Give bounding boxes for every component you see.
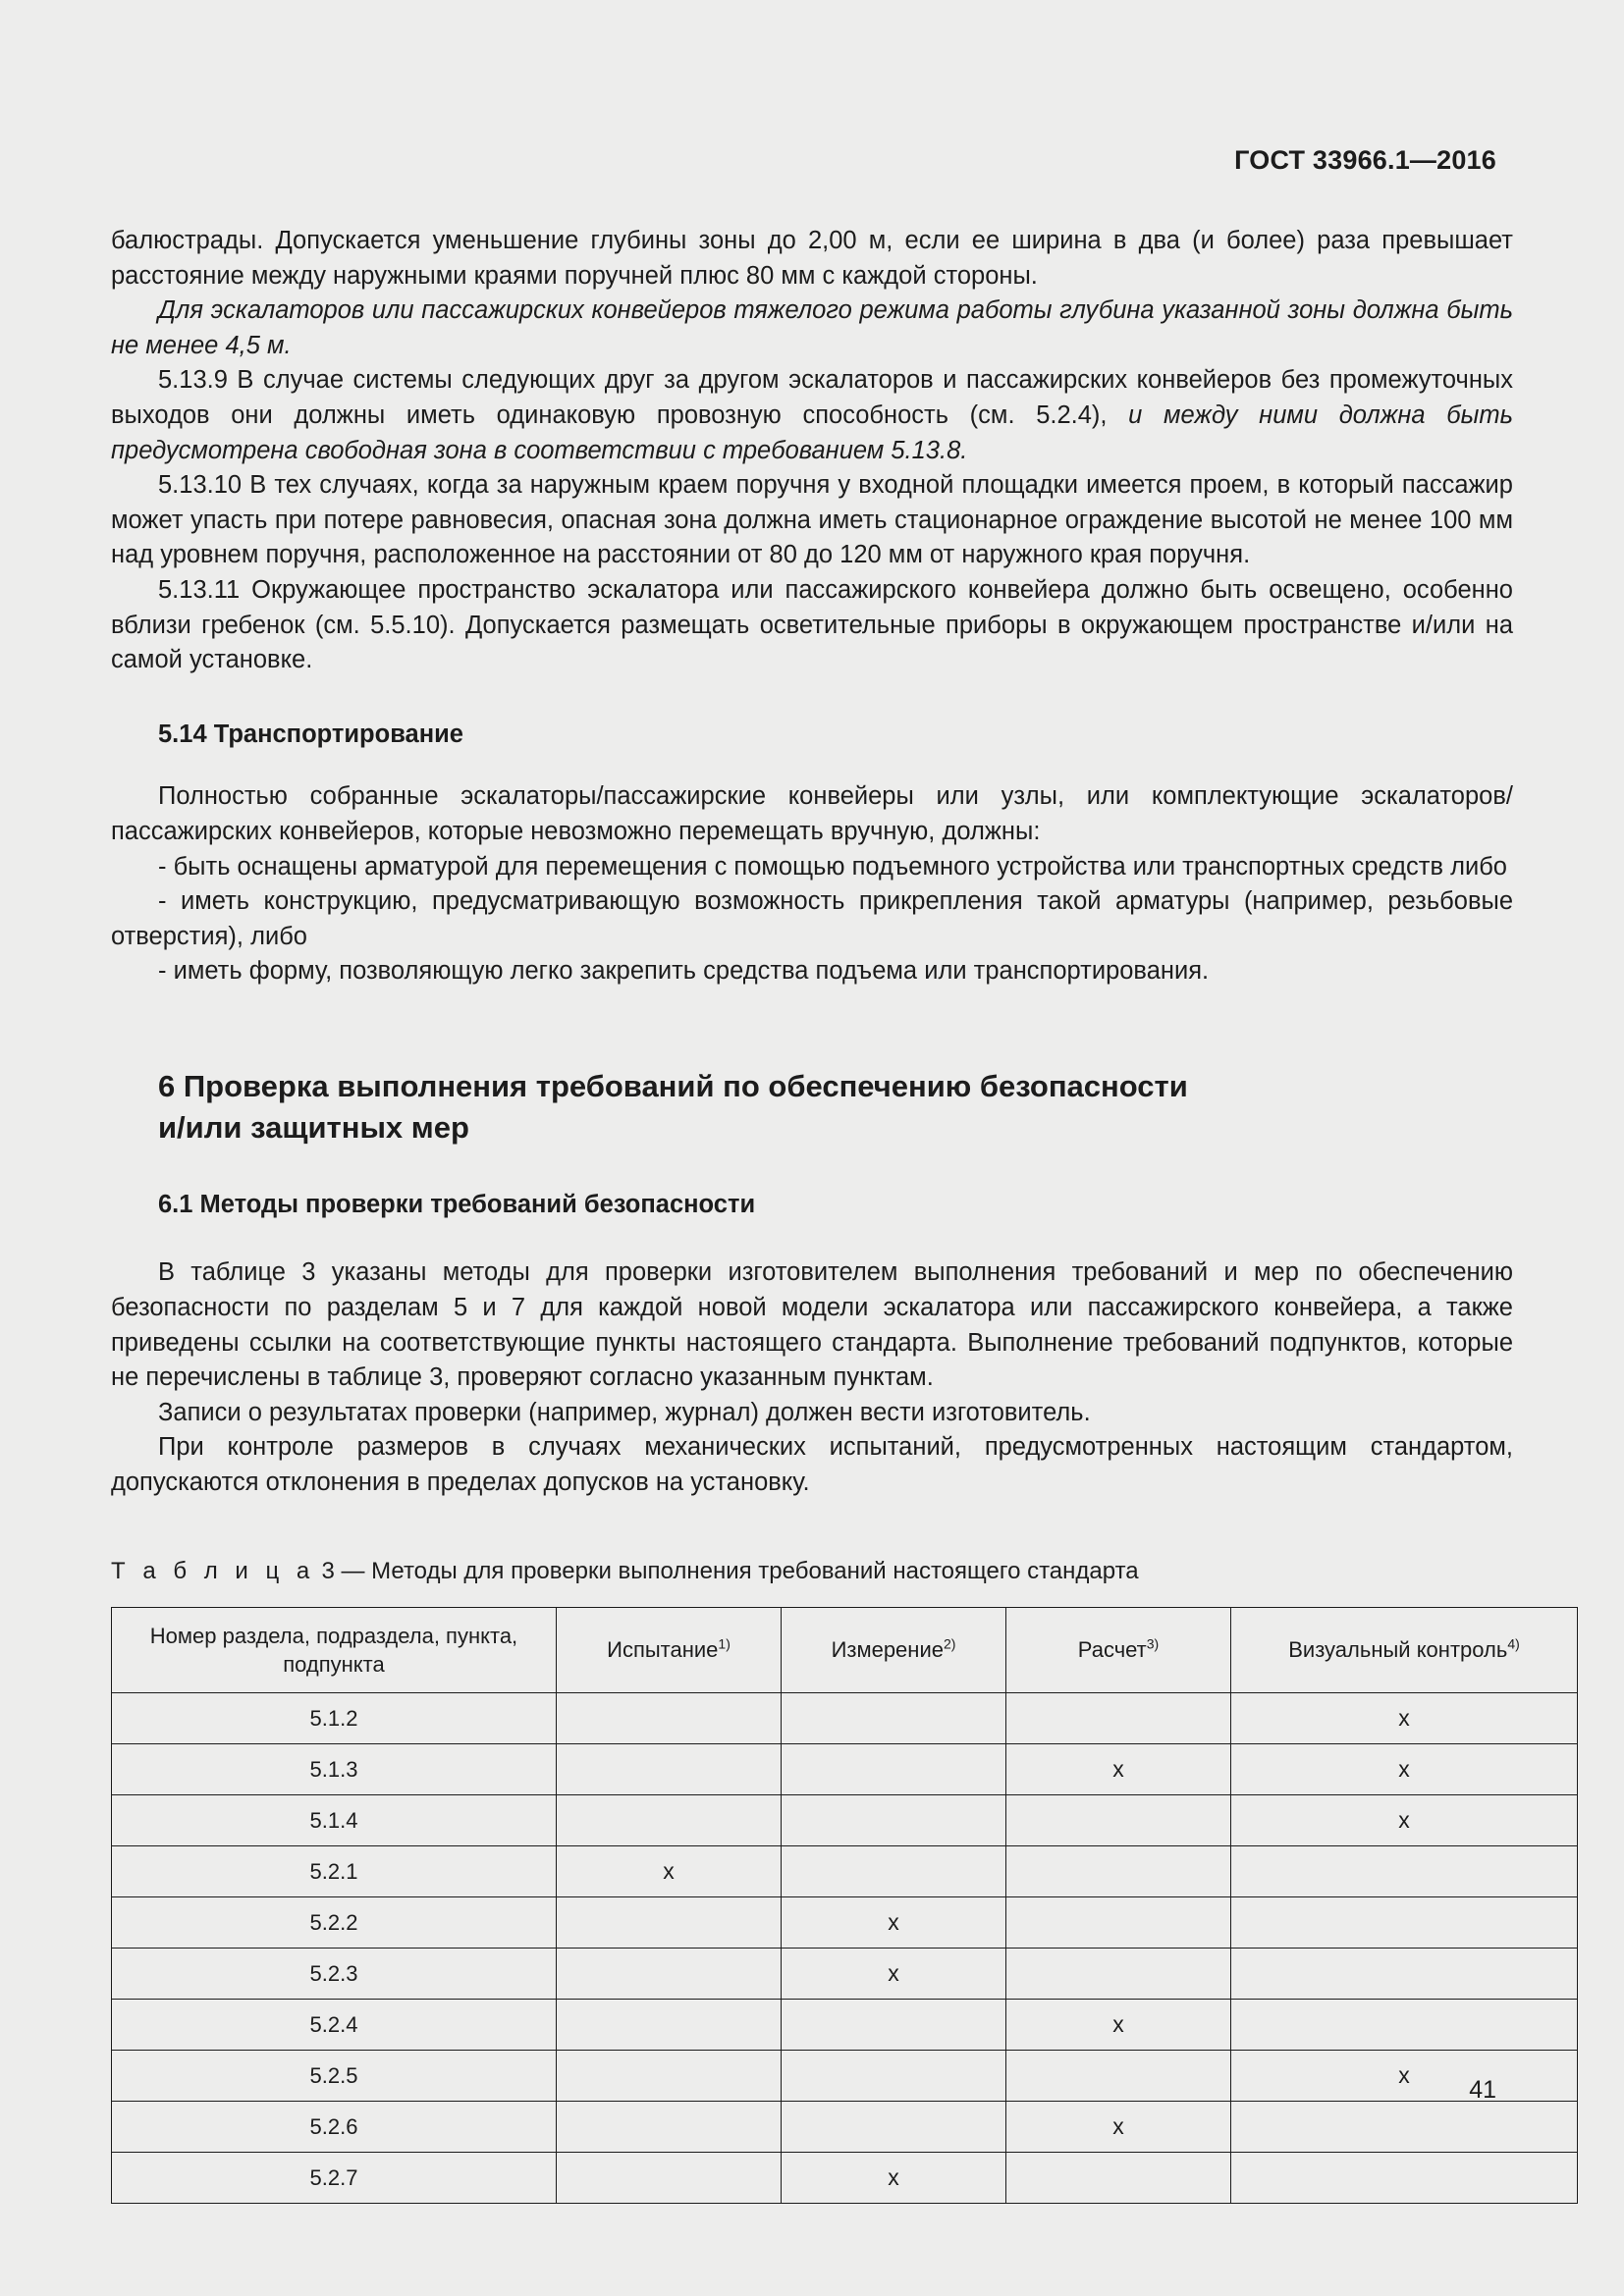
table-row [112,2152,1578,2203]
cell-test [557,1692,782,1743]
footnote-marker-1: 1) [718,1635,731,1652]
method-mark: х [1112,2010,1124,2037]
cell-calculation [1006,1743,1231,1794]
cell-calculation [1006,1692,1231,1743]
footnote-marker-4: 4) [1507,1635,1520,1652]
column-header-measurement-label: Измерение [831,1637,944,1663]
cell-measurement [782,1948,1006,1999]
clause-number: 5.2.3 [309,1960,358,1986]
page-number: 41 [1469,2076,1496,2104]
method-mark: х [1398,2061,1410,2088]
cell-calculation [1006,2050,1231,2101]
cell-test [557,1896,782,1948]
clause-5-13-9-italic-tail: и между ними должна быть предусмотрена свободная зона в соответствии с требованием 5.13.8. [111,400,1513,464]
clause-number: 5.2.1 [309,1858,358,1884]
method-mark: х [888,1908,899,1935]
method-mark: х [1398,1806,1410,1833]
cell-visual-control [1231,1692,1578,1743]
cell-visual-control [1231,1896,1578,1948]
cell-measurement [782,2152,1006,2203]
cell-calculation [1006,1896,1231,1948]
spacer [111,989,1513,1066]
table-row [112,1794,1578,1845]
cell-visual-control [1231,1948,1578,1999]
cell-test [557,1999,782,2050]
table-row [112,1692,1578,1743]
spacer [111,678,1513,718]
clause-number: 5.1.3 [309,1756,358,1782]
footnote-marker-2: 2) [943,1635,956,1652]
paragraph-balustrade: балюстрады. Допускается уменьшение глубины зоны до 2,00 м, если ее ширина в два (и более) раза превышает расстояние между наружными краями поручней плюс 80 мм с каждой стороны. [111,227,1513,290]
paragraph-5-13-9 [111,363,1513,468]
spacer [111,1222,1513,1255]
column-header-visual-control [1231,1607,1578,1692]
cell-visual-control [1231,1794,1578,1845]
cell-clause [112,1948,557,1999]
cell-test [557,1794,782,1845]
cell-measurement [782,1896,1006,1948]
list-item-dash-2: - иметь конструкцию, предусматривающую возможность прикрепления такой арматуры (например, резьбовые отверстия), либо [111,887,1513,950]
clause-number: 5.2.7 [309,2164,358,2190]
clause-number: 5.2.5 [309,2062,358,2088]
cell-measurement [782,1692,1006,1743]
standard-number-header: ГОСТ 33966.1—2016 [1234,145,1496,175]
spacer [111,752,1513,779]
heading-section-6 [111,1066,1513,1148]
cell-clause [112,1692,557,1743]
clause-number: 5.2.4 [309,2011,358,2037]
cell-visual-control [1231,1999,1578,2050]
clause-number: 5.1.4 [309,1807,358,1833]
cell-clause [112,1999,557,2050]
table-body [112,1692,1578,2203]
cell-calculation [1006,1948,1231,1999]
cell-visual-control [1231,2050,1578,2101]
spacer [111,1148,1513,1188]
cell-calculation [1006,1999,1231,2050]
table-row [112,1948,1578,1999]
table-header-row [112,1607,1578,1692]
page-content [111,224,1520,2204]
cell-clause [112,1794,557,1845]
clause-5-13-9-text: 5.13.9 В случае системы следующих друг за другом эскалаторов и пассажирских конвейеров без промежуточных выходов они должны иметь одинаковую провозную способность (см. 5.2.4), [111,366,1513,429]
cell-test [557,2101,782,2152]
table-caption-label: Т а б л и ц а [111,1557,315,1584]
column-header-calculation-label: Расчет [1077,1637,1147,1663]
column-header-test [557,1607,782,1692]
cell-calculation [1006,2152,1231,2203]
paragraph-6-1-c: При контроле размеров в случаях механических испытаний, предусмотренных настоящим стандартом, допускаются отклонения в пределах допусков на установку. [111,1433,1513,1497]
cell-measurement [782,2050,1006,2101]
method-mark: х [663,1857,675,1884]
method-mark: х [1398,1704,1410,1731]
clause-number: 5.1.2 [309,1705,358,1731]
spacer [111,1501,1513,1556]
cell-measurement [782,1794,1006,1845]
cell-visual-control [1231,2101,1578,2152]
table-row [112,1743,1578,1794]
cell-clause [112,1845,557,1896]
list-item-dash-1: - быть оснащены арматурой для перемещения с помощью подъемного устройства или транспортных средств либо [158,852,1507,881]
paragraph-heavy-duty: Для эскалаторов или пассажирских конвейеров тяжелого режима работы глубина указанной зоны должна быть не менее 4,5 м. [111,296,1513,359]
column-header-test-label: Испытание [607,1637,719,1663]
cell-calculation [1006,1845,1231,1896]
cell-visual-control [1231,2152,1578,2203]
cell-visual-control [1231,1743,1578,1794]
cell-clause [112,1743,557,1794]
clause-number: 5.2.6 [309,2113,358,2139]
cell-test [557,2050,782,2101]
table-head [112,1607,1578,1692]
paragraph-6-1-b: Записи о результатах проверки (например, журнал) должен вести изготовитель. [158,1398,1091,1426]
cell-measurement [782,2101,1006,2152]
cell-test [557,1743,782,1794]
paragraph-5-13-10: 5.13.10 В тех случаях, когда за наружным краем поручня у входной площадки имеется проем, в который пассажир может упасть при потере равновесия, опасная зона должна иметь стационарное ограждение высотой не менее 100 мм над уровнем поручня, расположенное на расстоянии от 80 до 120 мм от наружного края поручня. [111,471,1513,569]
table-row [112,1999,1578,2050]
heading-section-6-line2: и/или защитных мер [158,1109,469,1145]
table-caption-number: 3 [321,1557,335,1584]
cell-visual-control [1231,1845,1578,1896]
method-mark: х [1112,1755,1124,1782]
cell-measurement [782,1845,1006,1896]
cell-clause [112,1896,557,1948]
list-item-dash-3: - иметь форму, позволяющую легко закрепить средства подъема или транспортирования. [158,957,1210,986]
cell-calculation [1006,2101,1231,2152]
heading-5-14: 5.14 Транспортирование [158,720,463,748]
cell-test [557,1845,782,1896]
heading-6-1: 6.1 Методы проверки требований безопасности [158,1190,756,1218]
cell-measurement [782,1999,1006,2050]
footnote-marker-3: 3) [1146,1635,1160,1652]
heading-section-6-line1: 6 Проверка выполнения требований по обеспечению безопасности [158,1068,1188,1103]
column-header-visual-control-label: Визуальный контроль [1288,1637,1508,1663]
paragraph-5-13-11: 5.13.11 Окружающее пространство эскалатора или пассажирского конвейера должно быть освещено, особенно вблизи гребенок (см. 5.5.10). Допускается размещать осветительные приборы в окружающем пространстве и/или на самой установке. [111,575,1513,674]
table-caption-title: Методы для проверки выполнения требований настоящего стандарта [371,1557,1139,1584]
paragraph-5-14-intro: Полностью собранные эскалаторы/пассажирские конвейеры или узлы, или комплектующие эскалаторов/пассажирских конвейеров, которые невозможно перемещать вручную, должны: [111,782,1513,845]
cell-clause [112,2101,557,2152]
table-row [112,1896,1578,1948]
cell-measurement [782,1743,1006,1794]
clause-number: 5.2.2 [309,1909,358,1935]
paragraph-6-1-a: В таблице 3 указаны методы для проверки изготовителем выполнения требований и мер по обеспечению безопасности по разделам 5 и 7 для каждой новой модели эскалатора или пассажирского конвейера, а также приведены ссылки на соответствующие пункты настоящего стандарта. Выполнение требований подпунктов, которые не перечислены в таблице 3, проверяют согласно указанным пунктам. [111,1258,1513,1392]
method-mark: х [1398,1755,1410,1782]
column-header-calculation [1006,1607,1231,1692]
cell-calculation [1006,1794,1231,1845]
table-row [112,2101,1578,2152]
methods-table [111,1607,1578,2204]
cell-test [557,1948,782,1999]
cell-test [557,2152,782,2203]
cell-clause [112,2050,557,2101]
column-header-clause [112,1607,557,1692]
table-caption-dash: — [341,1557,365,1584]
table-row [112,1845,1578,1896]
method-mark: х [1112,2112,1124,2139]
cell-clause [112,2152,557,2203]
column-header-measurement [782,1607,1006,1692]
table-row [112,2050,1578,2101]
column-header-clause-label: Номер раздела, подраздела, пункта, подпункта [149,1623,518,1677]
method-mark: х [888,1959,899,1986]
table-caption [111,1556,1513,1587]
method-mark: х [888,2163,899,2190]
